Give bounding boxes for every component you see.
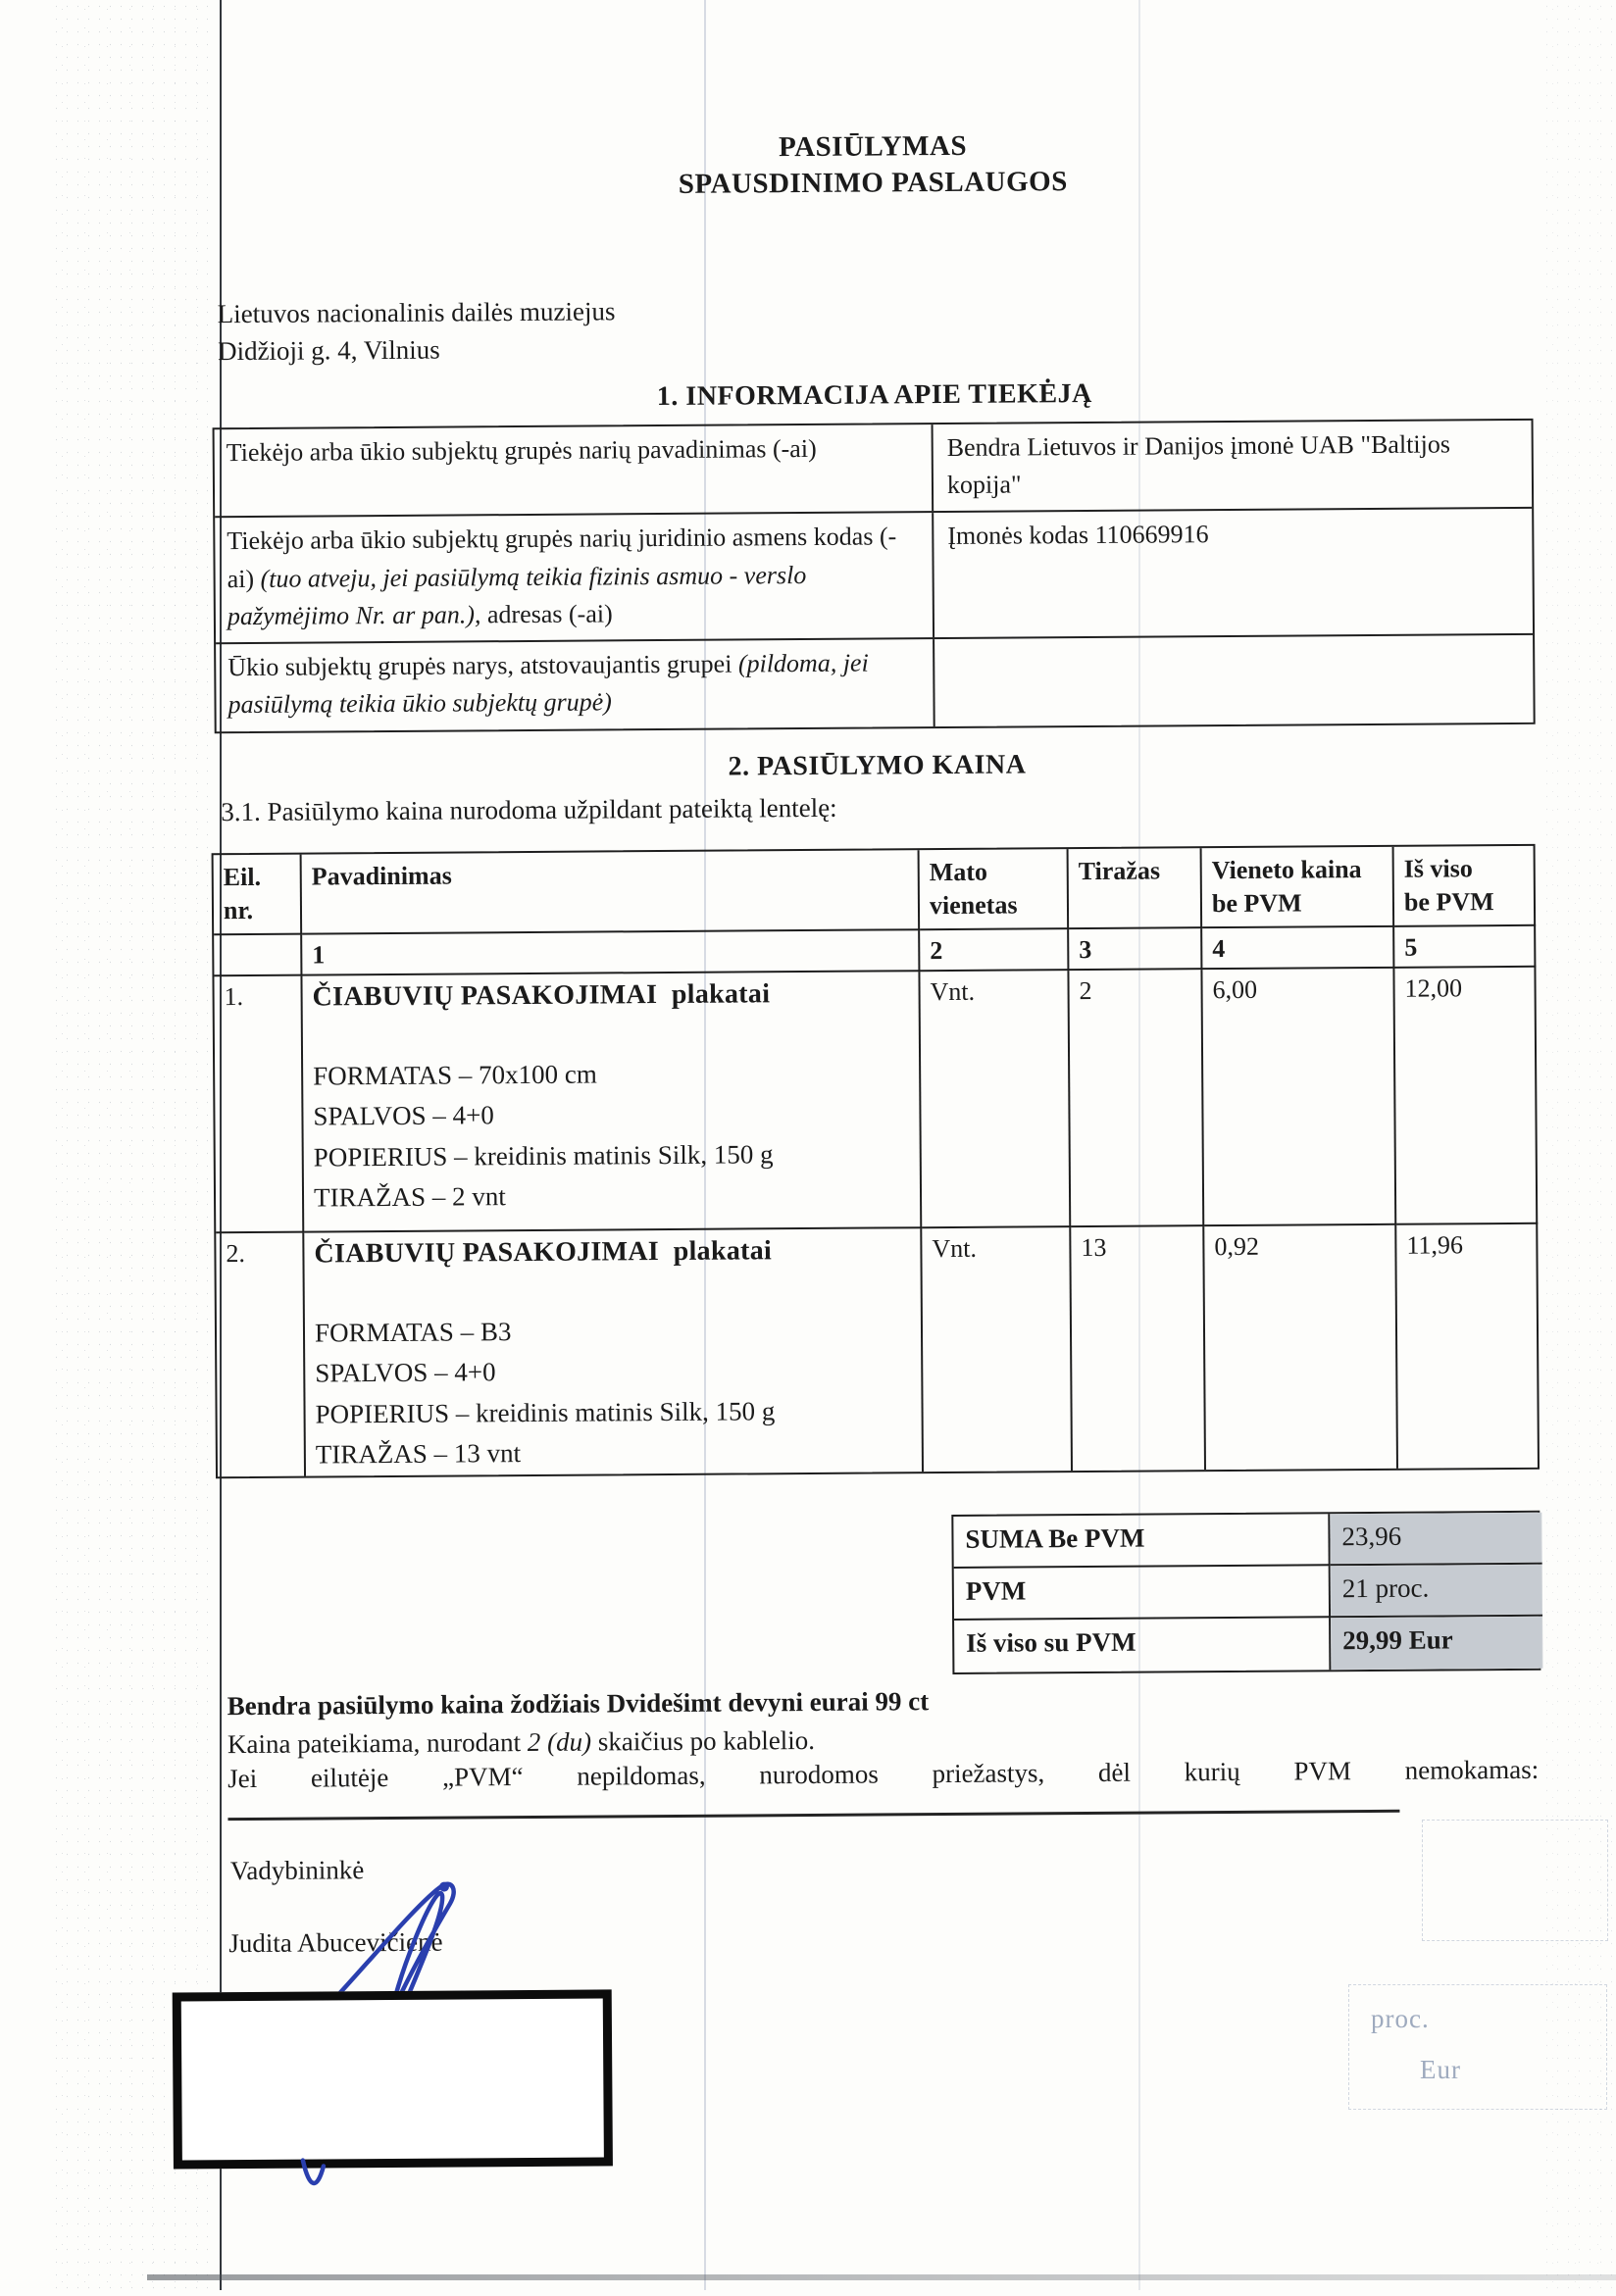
item2-spec-popierius: POPIERIUS – kreidinis matinis Silk, 150 g <box>315 1395 776 1429</box>
redaction-box <box>173 1989 613 2169</box>
item2-spec-formatas: FORMATAS – B3 <box>314 1317 512 1348</box>
col-header-is-viso: Iš viso be PVM <box>1394 846 1537 927</box>
supplier-row3-value <box>934 635 1534 726</box>
col-header-eil-nr: Eil. nr. <box>214 855 303 936</box>
decimals-note-italic: 2 (du) <box>527 1726 592 1758</box>
item2-unit-price: 0,92 <box>1204 1225 1398 1470</box>
item1-total: 12,00 <box>1394 968 1538 1225</box>
col-number-5: 5 <box>1394 926 1536 969</box>
total-in-words: Bendra pasiūlymo kaina žodžiais Dvidešimt devyni eurai 99 ct <box>227 1686 930 1722</box>
supplier-row1-label: Tiekėjo arba ūkio subjektų grupės narių pavadinimas (-ai) <box>215 424 934 517</box>
bleedthrough-text-proc: proc. <box>1371 2004 1430 2033</box>
table-row <box>216 633 1534 731</box>
item2-nr: 2. <box>216 1233 306 1477</box>
item1-spec-tirazas: TIRAŽAS – 2 vnt <box>313 1181 506 1213</box>
item1-specs <box>313 1052 910 1218</box>
summary-label-is-viso-su-pvm: Iš viso su PVM <box>954 1618 1331 1672</box>
supplier-row2-label-main: Tiekėjo arba ūkio subjektų grupės narių juridinio asmens kodas (-ai) <box>227 522 897 593</box>
document-title <box>213 125 1532 207</box>
item2-unit: Vnt. <box>922 1227 1073 1472</box>
item2-spec-tirazas: TIRAŽAS – 13 vnt <box>315 1437 522 1470</box>
col-header-pavadinimas: Pavadinimas <box>302 850 921 934</box>
decimals-note <box>227 1722 815 1764</box>
summary-value-pvm: 21 proc. <box>1331 1565 1542 1619</box>
summary-value-is-viso-su-pvm: 29,99 Eur <box>1331 1617 1542 1671</box>
signature-tail <box>297 2156 340 2199</box>
decimals-note-post: skaičius po kablelio. <box>590 1724 816 1757</box>
col-header-vieneto-kaina: Vieneto kaina be PVM <box>1202 847 1395 928</box>
section2-intro: 3.1. Pasiūlymo kaina nurodoma užpildant pateiktą lentelę: <box>221 792 837 827</box>
document-title-line1: PASIŪLYMAS <box>778 129 968 164</box>
document-title-line2: SPAUSDINIMO PASLAUGOS <box>678 166 1068 201</box>
bleedthrough-text-eur: Eur <box>1420 2055 1461 2084</box>
item1-unit-price: 6,00 <box>1202 969 1396 1226</box>
section2-heading: 2. PASIŪLYMO KAINA <box>728 749 1027 782</box>
recipient-address: Didžioji g. 4, Vilnius <box>217 334 440 366</box>
item1-title: ČIABUVIŲ PASAKOJIMAI plakatai <box>312 978 771 1013</box>
col-number-1: 1 <box>302 930 920 975</box>
supplier-row2-label <box>215 514 934 643</box>
table-row <box>215 421 1533 517</box>
vat-reasons-line: Jei eilutėje „PVM“ nepildomas, nurodomos priežastys, dėl kurių PVM nemokamas: <box>227 1754 1540 1794</box>
summary-label-suma-be-pvm: SUMA Be PVM <box>953 1514 1330 1569</box>
supplier-row2-label-tail: adresas (-ai) <box>480 599 613 629</box>
price-table <box>212 844 1540 1478</box>
supplier-row2-label-italic: (tuo atveju, jei pasiūlymą teikia fizinis asmuo - verslo pažymėjimo Nr. ar pan.), <box>227 560 807 630</box>
item1-description <box>302 972 922 1232</box>
item1-qty: 2 <box>1069 970 1204 1227</box>
col-number-2: 2 <box>920 929 1069 972</box>
item2-spec-spalvos: SPALVOS – 4+0 <box>315 1357 496 1388</box>
item1-spec-spalvos: SPALVOS – 4+0 <box>313 1100 494 1131</box>
item2-specs <box>315 1309 912 1474</box>
section1-heading: 1. INFORMACIJA APIE TIEKĖJĄ <box>656 377 1092 413</box>
col-number-3: 3 <box>1069 928 1202 971</box>
item1-spec-formatas: FORMATAS – 70x100 cm <box>313 1059 597 1091</box>
summary-table <box>951 1511 1540 1674</box>
col-number-4: 4 <box>1202 927 1394 970</box>
item1-nr: 1. <box>214 976 304 1234</box>
supplier-row3-label-main: Ūkio subjektų grupės narys, atstovaujantis grupei <box>227 649 738 682</box>
table-row <box>215 507 1533 642</box>
supplier-table <box>213 419 1536 733</box>
recipient-name: Lietuvos nacionalinis dailės muziejus <box>217 296 616 329</box>
item2-total: 11,96 <box>1406 1230 1464 1260</box>
supplier-row3-label-italic: (pildoma, jei pasiūlymą teikia ūkio subjektų grupė) <box>227 648 869 720</box>
signer-role: Vadybininkė <box>229 1855 365 1886</box>
supplier-row3-label <box>216 639 935 731</box>
col-header-tirazas: Tiražas <box>1069 848 1203 929</box>
item2-description <box>304 1228 924 1475</box>
decimals-note-pre: Kaina pateikiama, nurodant <box>227 1727 528 1760</box>
item2-title: ČIABUVIŲ PASAKOJIMAI plakatai <box>314 1235 773 1270</box>
col-header-mato-vienetas: Mato vienetas <box>920 849 1070 930</box>
supplier-row2-value: Įmonės kodas 110669916 <box>947 520 1209 551</box>
supplier-row1-value: Bendra Lietuvos ir Danijos įmonė UAB "Baltijos kopija" <box>946 429 1451 500</box>
summary-label-pvm: PVM <box>954 1566 1331 1621</box>
item1-unit: Vnt. <box>920 971 1071 1228</box>
recipient-block <box>218 293 616 370</box>
signer-name: Judita Abucevičienė <box>228 1926 443 1959</box>
summary-value-suma-be-pvm: 23,96 <box>1330 1513 1541 1567</box>
blank-fill-line <box>227 1810 1399 1821</box>
item1-spec-popierius: POPIERIUS – kreidinis matinis Silk, 150 g <box>313 1138 774 1173</box>
col-number-0 <box>214 935 302 977</box>
item2-qty: 13 <box>1071 1226 1206 1471</box>
